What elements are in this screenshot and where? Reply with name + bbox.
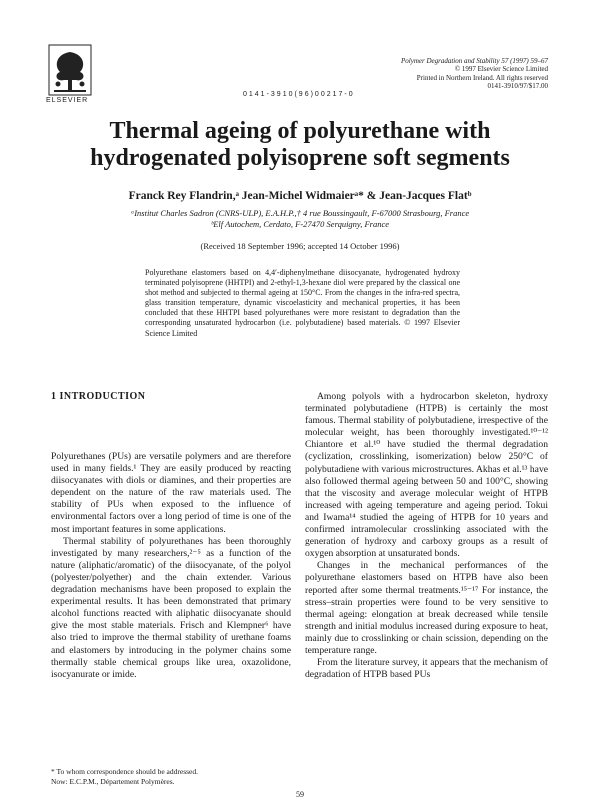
affiliation-a: ᵃInstitut Charles Sadron (CNRS-ULP), E.A.H.P.,† 4 rue Boussingault, F-67000 Strasbourg, France <box>130 208 470 218</box>
affiliation-b: ᵇElf Autochem, Cerdato, F-27470 Serquigny, France <box>210 219 390 229</box>
journal-citation: Polymer Degradation and Stability 57 (1997) 59–67 <box>401 57 548 65</box>
elsevier-logo <box>48 44 92 96</box>
section-heading: 1 INTRODUCTION <box>51 391 146 402</box>
copyright-line: © 1997 Elsevier Science Limited <box>454 65 548 74</box>
issn-code: 0141-3910(96)00217-0 <box>243 91 355 98</box>
paragraph: From the literature survey, it appears that the mechanism of degradation of HTPB based PUs <box>305 657 548 681</box>
left-column <box>51 451 291 681</box>
printed-line: Printed in Northern Ireland. All rights reserved <box>416 73 548 82</box>
received-dates: (Received 18 September 1996; accepted 14 October 1996) <box>200 241 400 251</box>
footnote: * To whom correspondence should be addressed. <box>51 767 199 776</box>
journal-info <box>398 57 548 91</box>
paragraph: Thermal stability of polyurethanes has been thoroughly investigated by many researchers,²⁻⁵ as a function of the nature (aliphatic/aromatic) of the diisocyanate, of the polyol (polyester/polyether) and the chain extender. Various degradation mechanisms have been proposed to explain the experimental results. It has been demonstrated that primary alcohol functions reacted with aliphatic diisocyanate should give the most stable materials. Frisch and Klempner⁶ have also tried to improve the thermal stability of urethane foams and elastomers by introducing in the polymer chains some thermally stable chemical groups like urea, oxazolidone, isocyanurate or imide. <box>51 535 291 680</box>
publisher-name: ELSEVIER <box>46 97 89 104</box>
paragraph: Among polyols with a hydrocarbon skeleton, hydroxy terminated polybutadiene (HTPB) is certainly the most famous. Thermal stability of polybutadiene, irrespective of the molecular weight, has been thoroughly investigated.¹⁰⁻¹² Chiantore et al.¹⁰ have studied the thermal degradation (cyclization, crosslinking, isomerization) below 250°C of polybutadiene with various microstructures. Akhas et al.¹³ have also followed thermal ageing between 50 and 100°C, showing that the viscosity and average molecular weight of HTPB increased with ageing temperature and ageing period. Tokui and Iwama¹⁴ studied the ageing of HTPB for 10 years and confirmed intramolecular crosslinking associated with the generation of hydroxy and carboxy groups as a result of oxygen absorption at unsaturated bonds. <box>305 391 548 560</box>
page-number: 59 <box>296 790 304 799</box>
affiliations <box>80 208 520 230</box>
paragraph: Polyurethanes (PUs) are versatile polymers and are therefore used in many fields.¹ They are easily produced by reacting diisocyanates with diols or diamines, and their properties are dependent on the nature of the raw materials used. The stability of PUs when exposed to the influence of environmental factors over a long period of time is one of the most important features in some applications. <box>51 451 291 535</box>
footnotes <box>51 767 198 786</box>
author-list: Franck Rey Flandrin,ᵃ Jean-Michel Widmaierᵃ* & Jean-Jacques Flatᵇ <box>128 190 472 202</box>
price-code: 0141-3910/97/$17.00 <box>487 82 548 91</box>
footnote: Now: E.C.P.M., Département Polymères. <box>51 776 175 786</box>
right-column <box>305 391 548 681</box>
paper-title: Thermal ageing of polyurethane with hydrogenated polyisoprene soft segments <box>90 118 510 171</box>
abstract: Polyurethane elastomers based on 4,4′-diphenylmethane diisocyanate, hydrogenated hydroxy terminated polyisoprene (HHTPI) and 2-ethyl-1,3-hexane diol were prepared by the classical one shot method and subjected to thermal ageing at 150°C. From the changes in the infra-red spectra, glass transition temperature, dynamic viscoelasticity and mechanical properties, it has been concluded that these HHTPI based polyurethanes were more resistant to degradation than the corresponding unsaturated hydrocarbon (i.e. polybutadiene) based materials. © 1997 Elsevier Science Limited <box>145 268 460 338</box>
paragraph: Changes in the mechanical performances of the polyurethane elastomers based on HTPB have also been reported after some thermal treatments.¹⁵⁻¹⁷ For instance, the stress–strain properties were found to be very sensitive to thermal ageing: elongation at break decreased while tensile strength and initial modulus increased during exposure to heat, mainly due to crosslinking or chain scission, depending on the temperature range. <box>305 560 548 656</box>
